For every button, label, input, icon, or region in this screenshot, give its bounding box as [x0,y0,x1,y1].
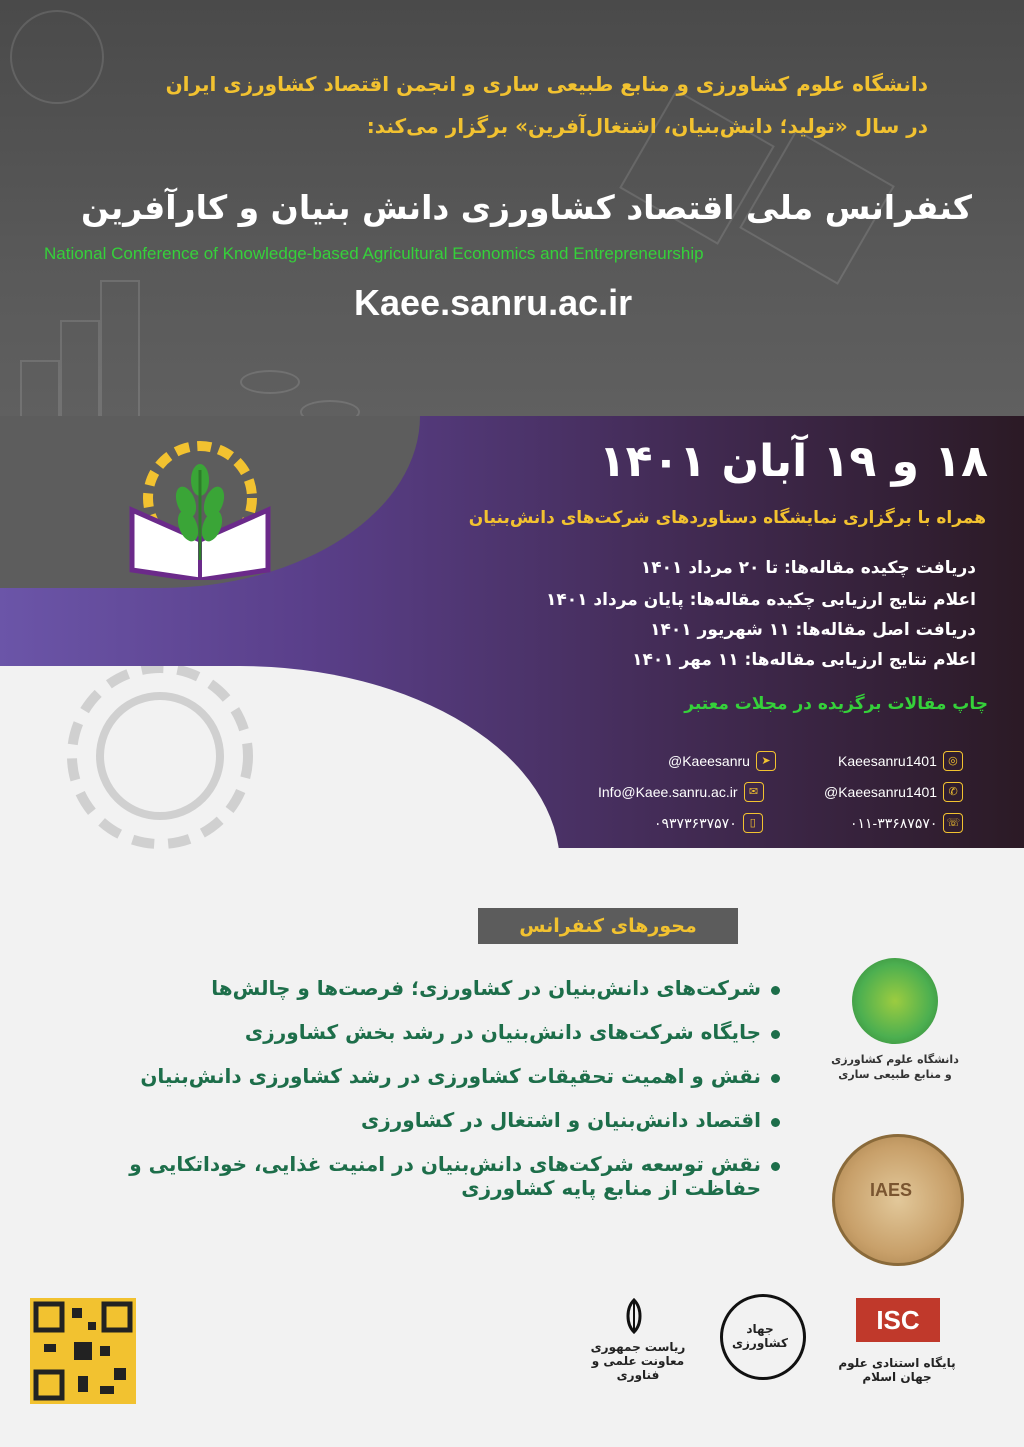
qr-code-icon [30,1298,136,1404]
axis-item [211,976,780,1000]
deadline-item: دریافت چکیده مقاله‌ها: تا ۲۰ مرداد ۱۴۰۱ [640,558,976,578]
publication-note: چاپ مقالات برگزیده در مجلات معتبر [684,694,988,714]
axis-item-text: نقش توسعه شرکت‌های دانش‌بنیان در امنیت غذایی، خوداتکایی و حفاظت از منابع پایه کشاورزی [129,1152,761,1200]
axis-item [245,1020,780,1044]
instagram-contact[interactable] [838,751,963,771]
header-background [0,0,1024,470]
decor-bar-chart [100,280,140,424]
mobile-contact[interactable] [654,813,763,833]
decor-bar-chart [60,320,100,424]
conference-title-en: National Conference of Knowledge-based Agricultural Economics and Entrepreneurship [44,244,704,263]
qr-code[interactable] [30,1298,136,1404]
axis-item-text: نقش و اهمیت تحقیقات کشاورزی در رشد کشاورزی دانش‌بنیان [140,1064,761,1088]
website-link[interactable]: Kaee.sanru.ac.ir [354,282,633,323]
axis-item [140,1064,780,1088]
telegram-handle: @Kaeesanru [668,753,750,769]
gear-icon [30,666,290,856]
decor-bar-chart [20,360,60,424]
instagram-icon: ◎ [943,751,963,771]
isc-logo: ISC [856,1298,940,1342]
whatsapp-handle: @Kaeesanru1401 [824,784,938,800]
whatsapp-contact[interactable] [824,782,963,802]
telegram-contact[interactable] [668,751,776,771]
mobile-number: ۰۹۳۷۳۶۳۷۵۷۰ [654,814,737,831]
whatsapp-icon: ✆ [943,782,963,802]
deadline-item: دریافت اصل مقاله‌ها: ۱۱ شهریور ۱۴۰۱ [650,620,976,640]
university-logo-icon [852,958,938,1044]
bullet-icon [771,1118,780,1127]
organizer-line-2: در سال «تولید؛ دانش‌بنیان، اشتغال‌آفرین» برگزار می‌کند: [366,114,928,138]
isc-caption: پایگاه استنادی علوم جهان اسلام [838,1356,956,1384]
axis-item-text: اقتصاد دانش‌بنیان و اشتغال در کشاورزی [360,1108,761,1132]
telegram-icon: ➤ [756,751,776,771]
deadline-item: اعلام نتایج ارزیابی مقاله‌ها: ۱۱ مهر ۱۴۰۱ [632,650,976,670]
iaes-label: IAES [870,1180,913,1200]
deadline-item: اعلام نتایج ارزیابی چکیده مقاله‌ها: پایان مرداد ۱۴۰۱ [545,590,976,610]
axis-item-text: جایگاه شرکت‌های دانش‌بنیان در رشد بخش کشاورزی [244,1020,761,1044]
iran-emblem-icon [616,1298,652,1334]
bullet-icon [771,1030,780,1039]
decor-coin [240,370,300,394]
axis-item [60,1152,780,1200]
phone-number: ۰۱۱-۳۳۶۸۷۵۷۰ [850,814,938,831]
instagram-handle: Kaeesanru1401 [838,753,937,769]
conference-logo-icon [122,440,278,580]
bullet-icon [771,1162,780,1171]
phone-icon: ☏ [943,813,963,833]
organizer-line-1: دانشگاه علوم کشاورزی و منابع طبیعی ساری و انجمن اقتصاد کشاورزی ایران [165,72,928,96]
event-date: ۱۸ و ۱۹ آبان ۱۴۰۱ [598,436,988,487]
presidency-caption: ریاست جمهوری معاونت علمی و فناوری [590,1340,686,1382]
email-contact[interactable] [598,782,764,802]
axis-item-text: شرکت‌های دانش‌بنیان در کشاورزی؛ فرصت‌ها و چالش‌ها [211,976,761,1000]
bullet-icon [771,986,780,995]
jahad-caption: جهاد کشاورزی [732,1322,788,1350]
email-address: Info@Kaee.sanru.ac.ir [598,784,738,800]
phone-contact[interactable] [850,813,963,833]
mobile-icon: ▯ [743,813,763,833]
bullet-icon [771,1074,780,1083]
axes-title: محورهای کنفرانس [478,908,738,944]
university-name: دانشگاه علوم کشاورزی و منابع طبیعی ساری [831,1053,959,1081]
conference-title-fa: کنفرانس ملی اقتصاد کشاورزی دانش بنیان و کارآفرین [81,188,972,227]
axis-item [361,1108,780,1132]
envelope-icon: ✉ [744,782,764,802]
exhibition-note: همراه با برگزاری نمایشگاه دستاوردهای شرکت‌های دانش‌بنیان [468,508,986,528]
